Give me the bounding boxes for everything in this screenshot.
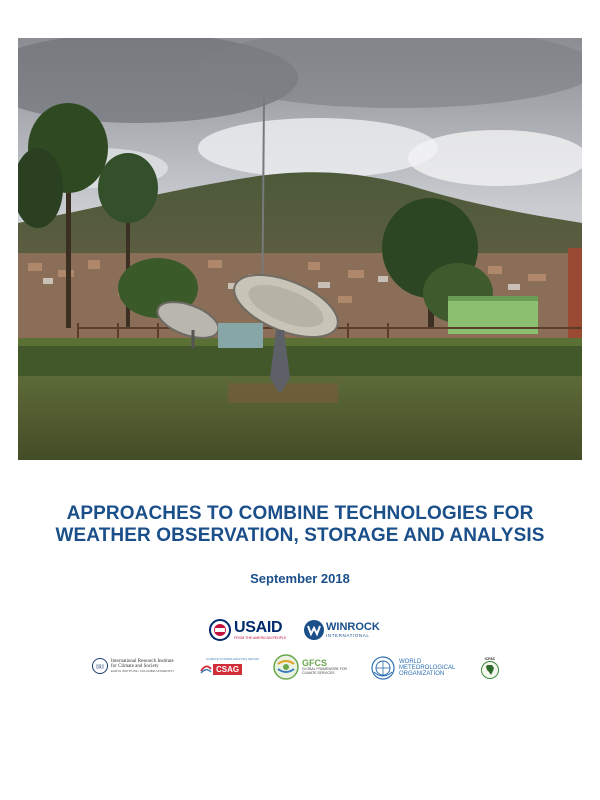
wmo-emblem-icon — [371, 656, 395, 680]
iri-line-2: for Climate and Society — [111, 664, 159, 670]
publication-date: September 2018 — [250, 571, 350, 586]
iri-line-3: EARTH INSTITUTE | COLUMBIA UNIVERSITY — [111, 668, 175, 673]
icpac-logo — [480, 657, 500, 679]
gfcs-line-2: CLIMATE SERVICES — [302, 670, 335, 675]
usaid-seal-icon — [209, 619, 231, 641]
winrock-name: WINROCK — [326, 620, 380, 633]
csag-top: CLIMATE SYSTEM ANALYSIS GROUP — [206, 657, 259, 661]
iri-emblem-icon — [92, 658, 108, 674]
csag-name: CSAG — [213, 664, 242, 675]
africa-map-icon — [480, 661, 500, 679]
winrock-logo — [304, 620, 380, 640]
wmo-line-2: METEOROLOGICAL — [399, 664, 456, 671]
iri-line-1: International Research Institute — [111, 658, 174, 664]
gfcs-globe-icon — [273, 654, 299, 680]
usaid-logo — [209, 619, 286, 641]
usaid-name: USAID — [234, 618, 283, 636]
gfcs-logo — [273, 654, 347, 680]
wmo-line-1: WORLD — [399, 658, 422, 665]
icpac-name: ICPAC — [484, 657, 496, 661]
wmo-line-3: ORGANIZATION — [399, 671, 445, 678]
svg-text:IRI: IRI — [96, 664, 104, 671]
document-title — [0, 503, 600, 547]
gfcs-name: GFCS — [302, 657, 328, 668]
title-line-1: APPROACHES TO COMBINE TECHNOLOGIES FOR — [66, 503, 534, 524]
cover-photo — [18, 38, 582, 460]
winrock-sub: INTERNATIONAL — [326, 632, 370, 638]
csag-logo — [200, 657, 259, 675]
gfcs-line-1: GLOBAL FRAMEWORK FOR — [302, 667, 347, 672]
iri-logo — [92, 658, 174, 674]
wmo-logo — [371, 656, 455, 680]
usaid-tagline: FROM THE AMERICAN PEOPLE — [234, 635, 287, 640]
title-line-2: WEATHER OBSERVATION, STORAGE AND ANALYSIS — [55, 525, 545, 546]
csag-swirl-icon — [200, 663, 212, 675]
winrock-w-icon — [304, 620, 324, 640]
